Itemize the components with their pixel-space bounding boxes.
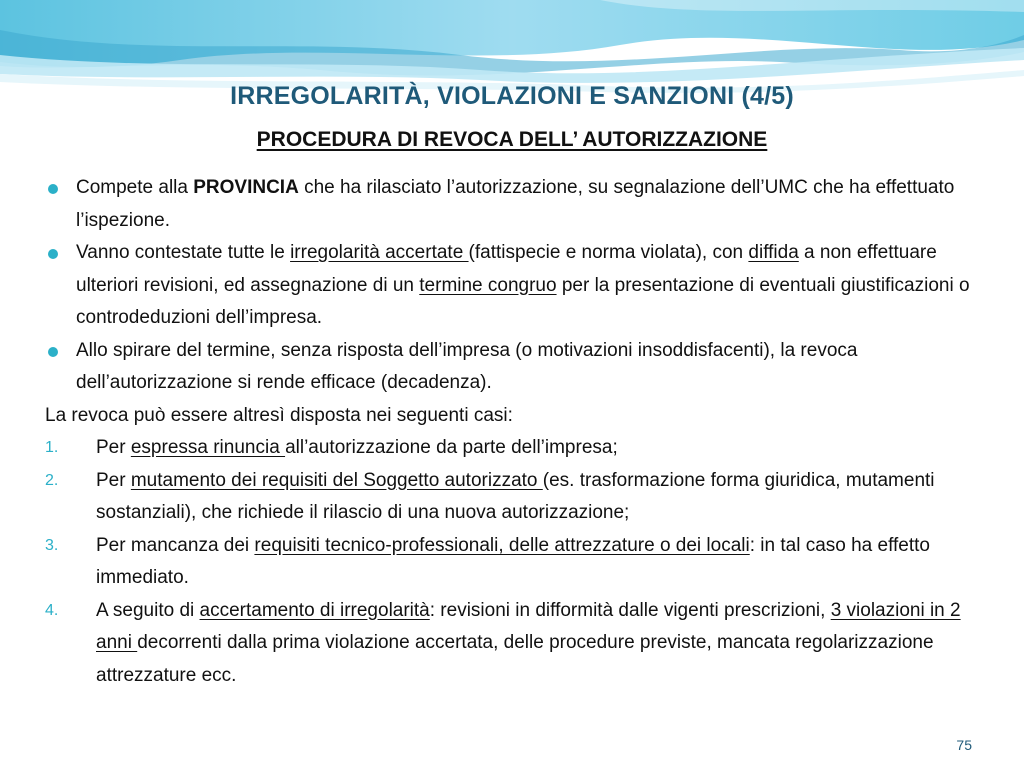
slide-title: IRREGOLARITÀ, VIOLAZIONI E SANZIONI (4/5): [230, 82, 794, 110]
bullet-icon: [48, 347, 58, 357]
slide-subtitle: PROCEDURA DI REVOCA DELL’ AUTORIZZAZIONE: [256, 128, 768, 151]
slide-content: [45, 172, 985, 692]
page-number: 75: [956, 737, 972, 753]
list-item: Vanno contestate tutte le irregolarità accertate (fattispecie e norma violata), con diffida a non effettuare ulteriori revisioni, ed assegnazione di un termine congruo per la presentazione di eventuali giustificazioni o controdeduzioni dell’impresa.: [45, 237, 985, 335]
numbered-item: 2. Per mutamento dei requisiti del Soggetto autorizzato (es. trasformazione forma giuridica, mutamenti sostanziali), che richiede il rilascio di una nuova autorizzazione;: [45, 469, 935, 523]
numbered-item: 1. Per espressa rinuncia all’autorizzazione da parte dell’impresa;: [45, 437, 618, 458]
list-item: Allo spirare del termine, senza risposta dell’impresa (o motivazioni insoddisfacenti), la revoca dell’autorizzazione si rende efficace (decadenza).: [45, 335, 985, 400]
numbered-item: 4. A seguito di accertamento di irregolarità: revisioni in difformità dalle vigenti prescrizioni, 3 violazioni in 2 anni decorrenti dalla prima violazione accertata, delle procedure previste, mancata regolarizzazione attrezzature ecc.: [45, 599, 961, 686]
intro-text: La revoca può essere altresì disposta nei seguenti casi:: [45, 404, 513, 426]
bullet-icon: [48, 249, 58, 259]
bullet-icon: [48, 184, 58, 194]
list-item: Compete alla PROVINCIA che ha rilasciato l’autorizzazione, su segnalazione dell’UMC che ha effettuato l’ispezione.: [45, 172, 985, 237]
numbered-item: 3. Per mancanza dei requisiti tecnico-professionali, delle attrezzature o dei locali: in tal caso ha effetto immediato.: [45, 534, 931, 588]
